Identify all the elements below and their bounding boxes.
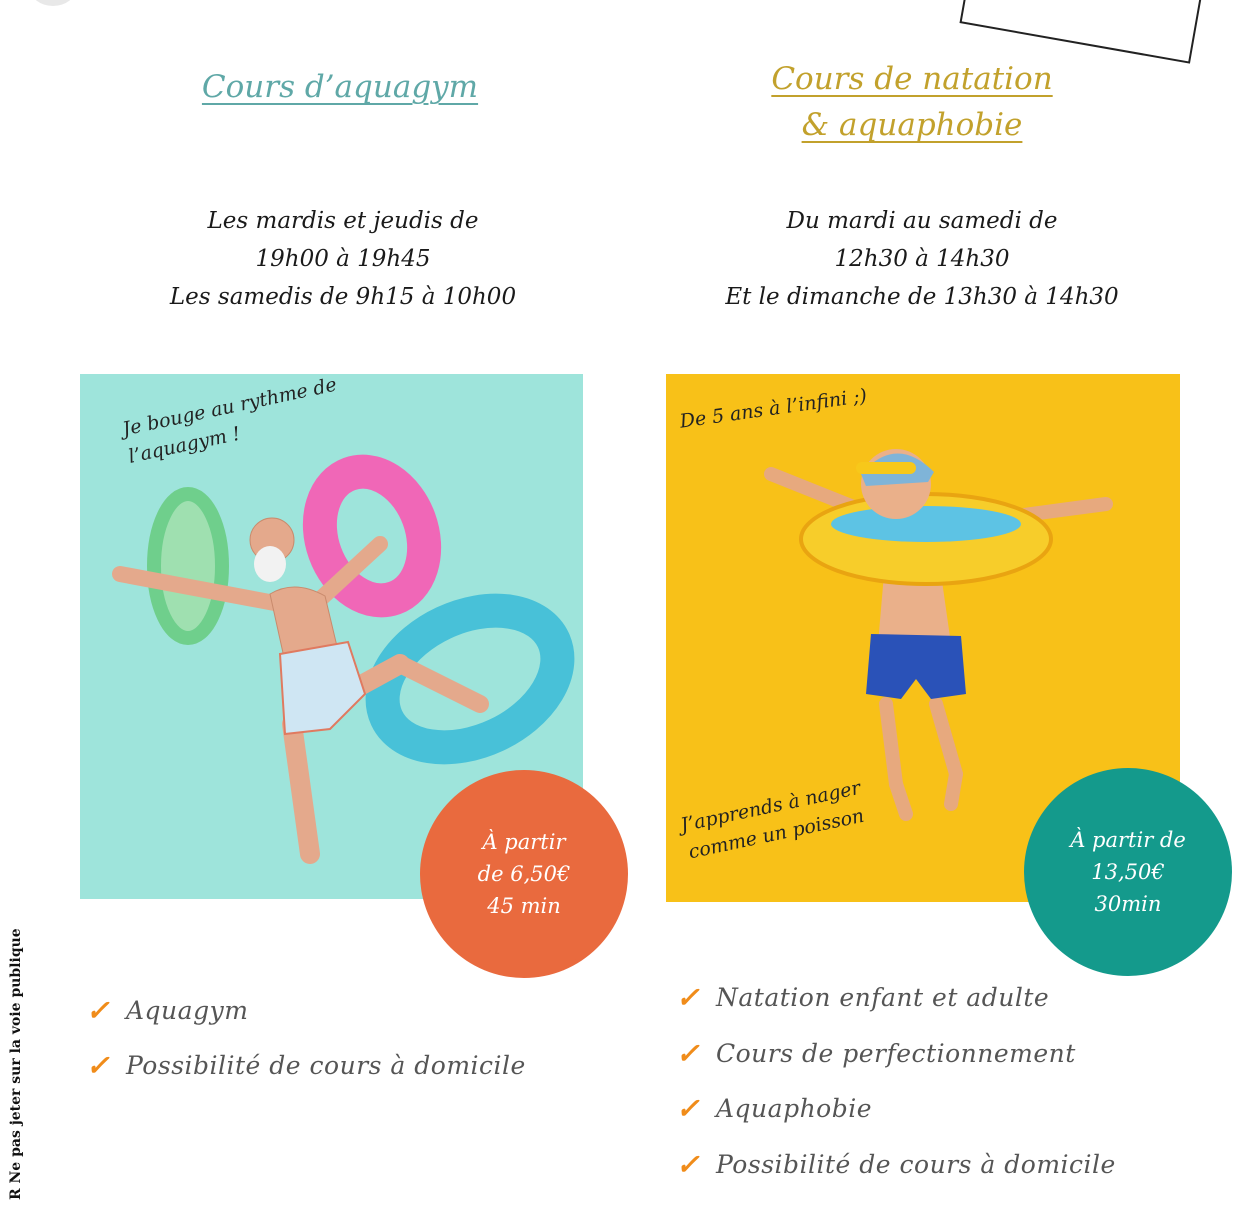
natation-feature-list	[676, 983, 1116, 1205]
price-line: 13,50€	[1091, 856, 1164, 888]
schedule-line: Les samedis de 9h15 à 10h00	[100, 278, 586, 316]
check-icon: ✓	[676, 981, 699, 1014]
feature-label: Cours de perfectionnement	[716, 1039, 1076, 1068]
price-line: de 6,50€	[478, 858, 571, 890]
side-notice: R Ne pas jeter sur la voie publique	[8, 928, 24, 1200]
natation-schedule	[660, 202, 1184, 316]
price-line: 30min	[1095, 888, 1162, 920]
natation-price-badge	[1028, 772, 1228, 972]
list-item	[86, 1051, 526, 1106]
price-line: 45 min	[487, 890, 561, 922]
natation-photo-caption-top: De 5 ans à l’infini ;)	[678, 382, 869, 436]
aquagym-schedule	[100, 202, 586, 316]
check-icon: ✓	[676, 1148, 699, 1181]
check-icon: ✓	[676, 1037, 699, 1070]
feature-label: Aquaphobie	[716, 1094, 872, 1123]
natation-photo-caption-bottom: J’apprends à nager comme un poisson	[678, 774, 869, 867]
check-icon: ✓	[86, 994, 109, 1027]
aquagym-photo-caption: Je bouge au rythme de l’aquagym !	[120, 374, 345, 471]
feature-label: Possibilité de cours à domicile	[126, 1051, 526, 1080]
list-item	[676, 1039, 1116, 1095]
check-icon: ✓	[676, 1092, 699, 1125]
schedule-line: Les mardis et jeudis de	[100, 202, 586, 240]
schedule-line: Du mardi au samedi de	[660, 202, 1184, 240]
check-icon: ✓	[86, 1049, 109, 1082]
feature-label: Aquagym	[126, 996, 248, 1025]
list-item	[86, 996, 526, 1051]
feature-label: Natation enfant et adulte	[716, 983, 1049, 1012]
schedule-line: 19h00 à 19h45	[100, 240, 586, 278]
list-item	[676, 1094, 1116, 1150]
list-item	[676, 1150, 1116, 1205]
natation-title	[712, 56, 1112, 148]
aquagym-price-badge	[424, 774, 624, 974]
schedule-line: Et le dimanche de 13h30 à 14h30	[660, 278, 1184, 316]
corner-decoration	[30, 0, 76, 6]
aquagym-title: Cours d’aquagym	[140, 64, 540, 110]
feature-label: Possibilité de cours à domicile	[716, 1150, 1116, 1179]
price-line: À partir de	[1070, 824, 1186, 856]
list-item	[676, 983, 1116, 1039]
price-line: À partir	[482, 826, 565, 858]
schedule-line: 12h30 à 14h30	[660, 240, 1184, 278]
title-line: Cours de natation	[712, 56, 1112, 102]
aquagym-feature-list	[86, 996, 526, 1106]
corner-stamp	[959, 0, 1204, 64]
title-line: & aquaphobie	[712, 102, 1112, 148]
